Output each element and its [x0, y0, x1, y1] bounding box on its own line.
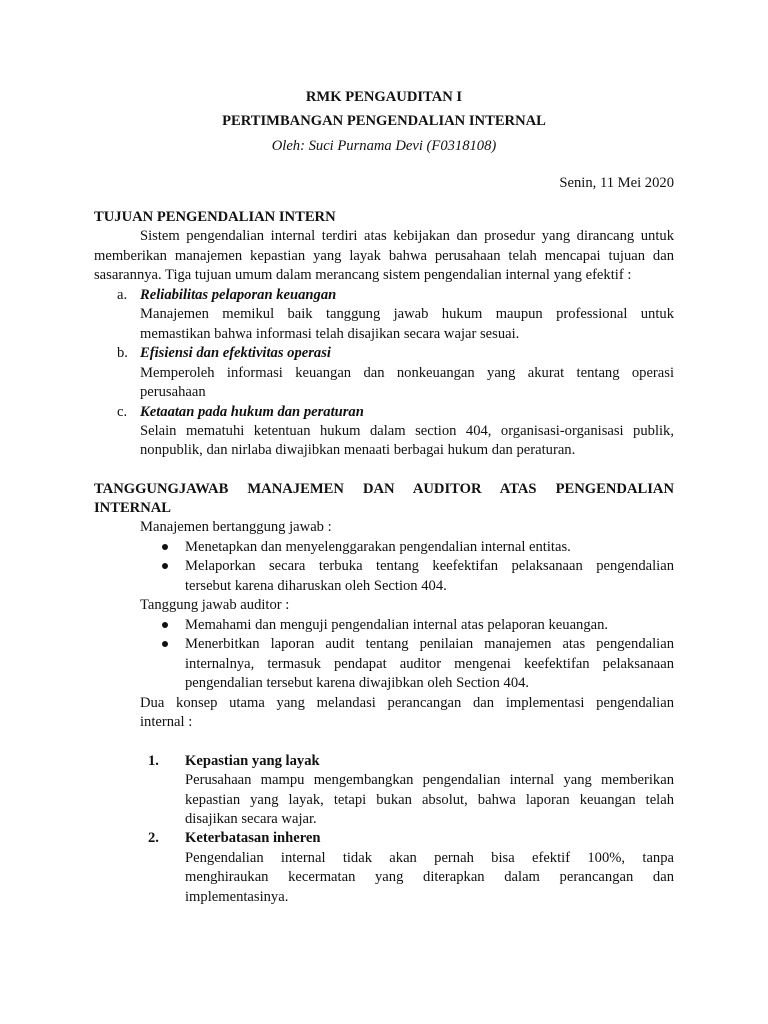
auditor-label: Tanggung jawab auditor : — [140, 597, 290, 613]
concept-text: Perusahaan mampu mengembangkan pengendalian internal yang memberikan — [185, 772, 674, 788]
concept-marker: 1. — [148, 753, 159, 769]
concept-text: menghiraukan kecermatan yang diterapkan dalam perancangan dan — [185, 869, 674, 885]
list-item-title: Ketaatan pada hukum dan peraturan — [140, 404, 364, 420]
document-date: Senin, 11 Mei 2020 — [559, 175, 674, 191]
bullet-text: Memahami dan menguji pengendalian internal atas pelaporan keuangan. — [185, 617, 609, 633]
concepts-intro: internal : — [140, 714, 193, 730]
list-item-text: Manajemen memikul baik tanggung jawab hukum maupun professional untuk — [140, 306, 674, 322]
concept-marker: 2. — [148, 830, 159, 846]
bullet-text: pengendalian tersebut karena diwajibkan oleh Section 404. — [185, 675, 530, 691]
bullet-text: Menerbitkan laporan audit tentang penilaian manajemen atas pengendalian — [185, 636, 674, 652]
list-marker: b. — [117, 345, 128, 361]
bullet-text: Menetapkan dan menyelenggarakan pengendalian internal entitas. — [185, 539, 571, 555]
concept-text: kepastian yang layak, tetapi bukan absolut, bahwa laporan keuangan telah — [185, 792, 674, 808]
list-item-text: Memperoleh informasi keuangan dan nonkeuangan yang akurat tentang operasi — [140, 365, 674, 381]
author-line: Oleh: Suci Purnama Devi (F0318108) — [271, 138, 497, 154]
list-item-title: Efisiensi dan efektivitas operasi — [140, 345, 331, 361]
list-item-text: perusahaan — [140, 384, 206, 400]
list-item-text: memastikan bahwa informasi telah disajikan secara wajar sesuai. — [140, 326, 520, 342]
bullet-text: tersebut karena diharuskan oleh Section 404. — [185, 578, 447, 594]
bullet-text: Melaporkan secara terbuka tentang keefektifan pelaksanaan pengendalian — [185, 558, 674, 574]
section2-heading: TANGGUNGJAWAB MANAJEMEN DAN AUDITOR ATAS PENGENDALIAN — [94, 481, 674, 497]
bullet-icon — [162, 544, 168, 550]
bullet-icon — [162, 622, 168, 628]
list-marker: a. — [117, 287, 128, 303]
concept-text: disajikan secara wajar. — [185, 811, 317, 827]
concepts-intro: Dua konsep utama yang melandasi perancangan dan implementasi pengendalian — [140, 695, 674, 711]
bullet-text: internalnya, termasuk pendapat auditor mengenai keefektifan pelaksanaan — [185, 656, 674, 672]
concept-text: Pengendalian internal tidak akan pernah bisa efektif 100%, tanpa — [185, 850, 674, 866]
document-title: RMK PENGAUDITAN I — [305, 89, 463, 105]
list-item-text: Selain mematuhi ketentuan hukum dalam section 404, organisasi-organisasi publik, — [140, 423, 674, 439]
section1-intro-line: Sistem pengendalian internal terdiri atas kebijakan dan prosedur yang dirancang untuk — [140, 228, 674, 244]
mgmt-label: Manajemen bertanggung jawab : — [140, 519, 332, 535]
section2-heading-cont: INTERNAL — [94, 500, 172, 516]
list-item-title: Reliabilitas pelaporan keuangan — [140, 287, 337, 303]
section1-intro-line: memberikan manajemen kepastian yang layak bahwa perusahaan telah mencapai tujuan dan — [94, 248, 674, 264]
list-item-text: nonpublik, dan nirlaba diwajibkan menaati berbagai hukum dan peraturan. — [140, 442, 576, 458]
bullet-icon — [162, 563, 168, 569]
concept-text: implementasinya. — [185, 889, 289, 905]
bullet-icon — [162, 641, 168, 647]
list-marker: c. — [117, 404, 128, 420]
concept-title: Keterbatasan inheren — [185, 830, 321, 846]
section1-intro-line: sasarannya. Tiga tujuan umum dalam merancang sistem pengendalian internal yang efektif : — [94, 267, 632, 283]
document-subtitle: PERTIMBANGAN PENGENDALIAN INTERNAL — [222, 113, 546, 129]
concept-title: Kepastian yang layak — [185, 753, 320, 769]
section1-heading: TUJUAN PENGENDALIAN INTERN — [94, 209, 336, 225]
